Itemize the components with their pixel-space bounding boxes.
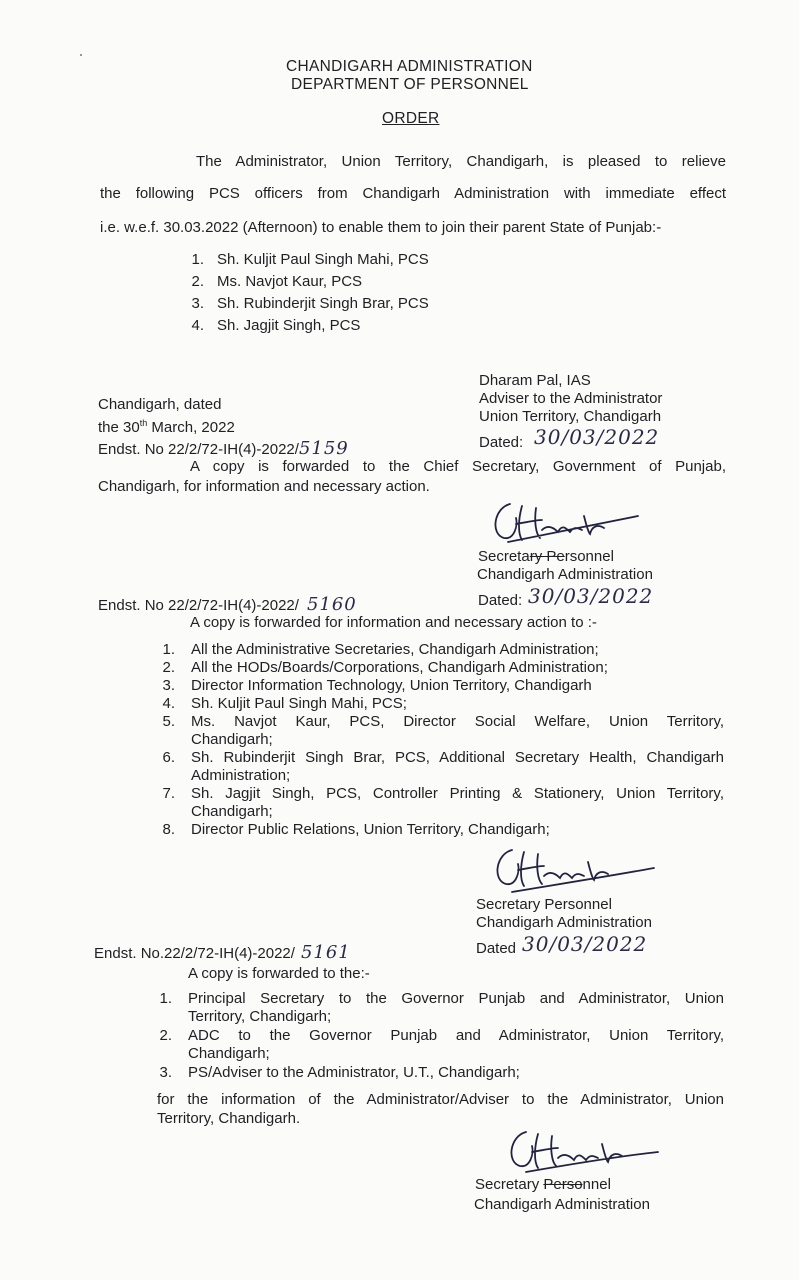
header-line-1: CHANDIGARH ADMINISTRATION [286, 58, 533, 75]
signature-1-office: Chandigarh Administration [477, 566, 653, 583]
endst-1-copy-line-2: Chandigarh, for information and necessary action. [98, 478, 430, 495]
signatory-name: Dharam Pal, IAS [479, 372, 591, 389]
list-item: Sh. Rubinderjit Singh Brar, PCS, Additional Secretary Health, Chandigarh [191, 749, 724, 766]
signature-1 [488, 494, 648, 552]
list-number: 7. [162, 785, 175, 802]
signature-3 [502, 1122, 662, 1180]
order-title: ORDER [382, 110, 440, 127]
intro-line-1: The Administrator, Union Territory, Chandigarh, is pleased to relieve [196, 153, 726, 170]
intro-line-3: i.e. w.e.f. 30.03.2022 (Afternoon) to enable them to join their parent State of Punjab:- [100, 219, 662, 236]
list-number: 4. [191, 317, 204, 334]
list-item: Director Public Relations, Union Territory, Chandigarh; [191, 821, 550, 838]
endst-3-dated-label: Dated [476, 940, 517, 957]
list-item-continuation: Chandigarh; [188, 1045, 270, 1062]
endst-3-dated-handwritten: 30/03/2022 [522, 932, 648, 956]
list-number: 3. [159, 1064, 172, 1081]
signature-2 [490, 842, 660, 898]
list-number: 2. [162, 659, 175, 676]
place-date-line: the 30th March, 2022 [98, 418, 235, 436]
list-item: Sh. Kuljit Paul Singh Mahi, PCS [217, 251, 429, 268]
closing-line-2: Territory, Chandigarh. [157, 1110, 301, 1127]
list-number: 1. [162, 641, 175, 658]
list-number: 4. [162, 695, 175, 712]
endst-2-dated-handwritten: 30/03/2022 [528, 584, 654, 608]
list-item: Sh. Jagjit Singh, PCS, Controller Printing & Stationery, Union Territory, [191, 785, 724, 802]
list-item: Principal Secretary to the Governor Punjab and Administrator, Union [188, 990, 724, 1007]
list-number: 1. [191, 251, 204, 268]
list-number: 1. [159, 990, 172, 1007]
speck [80, 54, 82, 56]
endst-2-copy-line: A copy is forwarded for information and necessary action to :- [190, 614, 597, 631]
list-item: Sh. Rubinderjit Singh Brar, PCS [217, 295, 429, 312]
list-item-continuation: Territory, Chandigarh; [188, 1008, 332, 1025]
list-item: All the HODs/Boards/Corporations, Chandigarh Administration; [191, 659, 608, 676]
list-item: ADC to the Governor Punjab and Administrator, Union Territory, [188, 1027, 724, 1044]
endst-2-dated-label: Dated: [478, 592, 523, 609]
endst-3-label: Endst. No.22/2/72-IH(4)-2022/ 5161 [94, 942, 351, 963]
list-item: Ms. Navjot Kaur, PCS, Director Social Welfare, Union Territory, [191, 713, 724, 730]
list-item: Director Information Technology, Union Territory, Chandigarh [191, 677, 592, 694]
list-item-continuation: Administration; [191, 767, 291, 784]
endst-1-label: Endst. No 22/2/72-IH(4)-2022/5159 [98, 438, 349, 459]
signature-2-secretary: Secretary Personnel [476, 896, 612, 913]
intro-line-2: the following PCS officers from Chandigarh Administration with immediate effect [100, 185, 726, 202]
list-number: 3. [162, 677, 175, 694]
place-dated: Chandigarh, dated [98, 396, 222, 413]
list-item: PS/Adviser to the Administrator, U.T., Chandigarh; [188, 1064, 520, 1081]
list-number: 6. [162, 749, 175, 766]
signature-1-secretary: Secretary Personnel [478, 548, 614, 565]
list-number: 2. [191, 273, 204, 290]
signatory-dated-label: Dated: [479, 434, 524, 451]
list-item: All the Administrative Secretaries, Chandigarh Administration; [191, 641, 599, 658]
list-item: Sh. Kuljit Paul Singh Mahi, PCS; [191, 695, 407, 712]
list-item: Ms. Navjot Kaur, PCS [217, 273, 363, 290]
header-line-2: DEPARTMENT OF PERSONNEL [291, 76, 529, 93]
closing-line-1: for the information of the Administrator/Adviser to the Administrator, Union [157, 1091, 724, 1108]
endst-3-copy-line: A copy is forwarded to the:- [188, 965, 370, 982]
signatory-dated-handwritten: 30/03/2022 [534, 425, 660, 449]
list-number: 8. [162, 821, 175, 838]
endst-2-label: Endst. No 22/2/72-IH(4)-2022/ 5160 [98, 594, 357, 615]
list-item: Sh. Jagjit Singh, PCS [217, 317, 361, 334]
list-item-continuation: Chandigarh; [191, 731, 273, 748]
signatory-office: Union Territory, Chandigarh [479, 408, 662, 425]
list-number: 3. [191, 295, 204, 312]
signature-3-office: Chandigarh Administration [474, 1196, 650, 1213]
signatory-designation: Adviser to the Administrator [479, 390, 663, 407]
list-item-continuation: Chandigarh; [191, 803, 273, 820]
list-number: 5. [162, 713, 175, 730]
signature-2-office: Chandigarh Administration [476, 914, 652, 931]
signature-3-secretary: Secretary Personnel [475, 1176, 611, 1193]
endst-1-copy-line-1: A copy is forwarded to the Chief Secretary, Government of Punjab, [190, 458, 726, 475]
list-number: 2. [159, 1027, 172, 1044]
